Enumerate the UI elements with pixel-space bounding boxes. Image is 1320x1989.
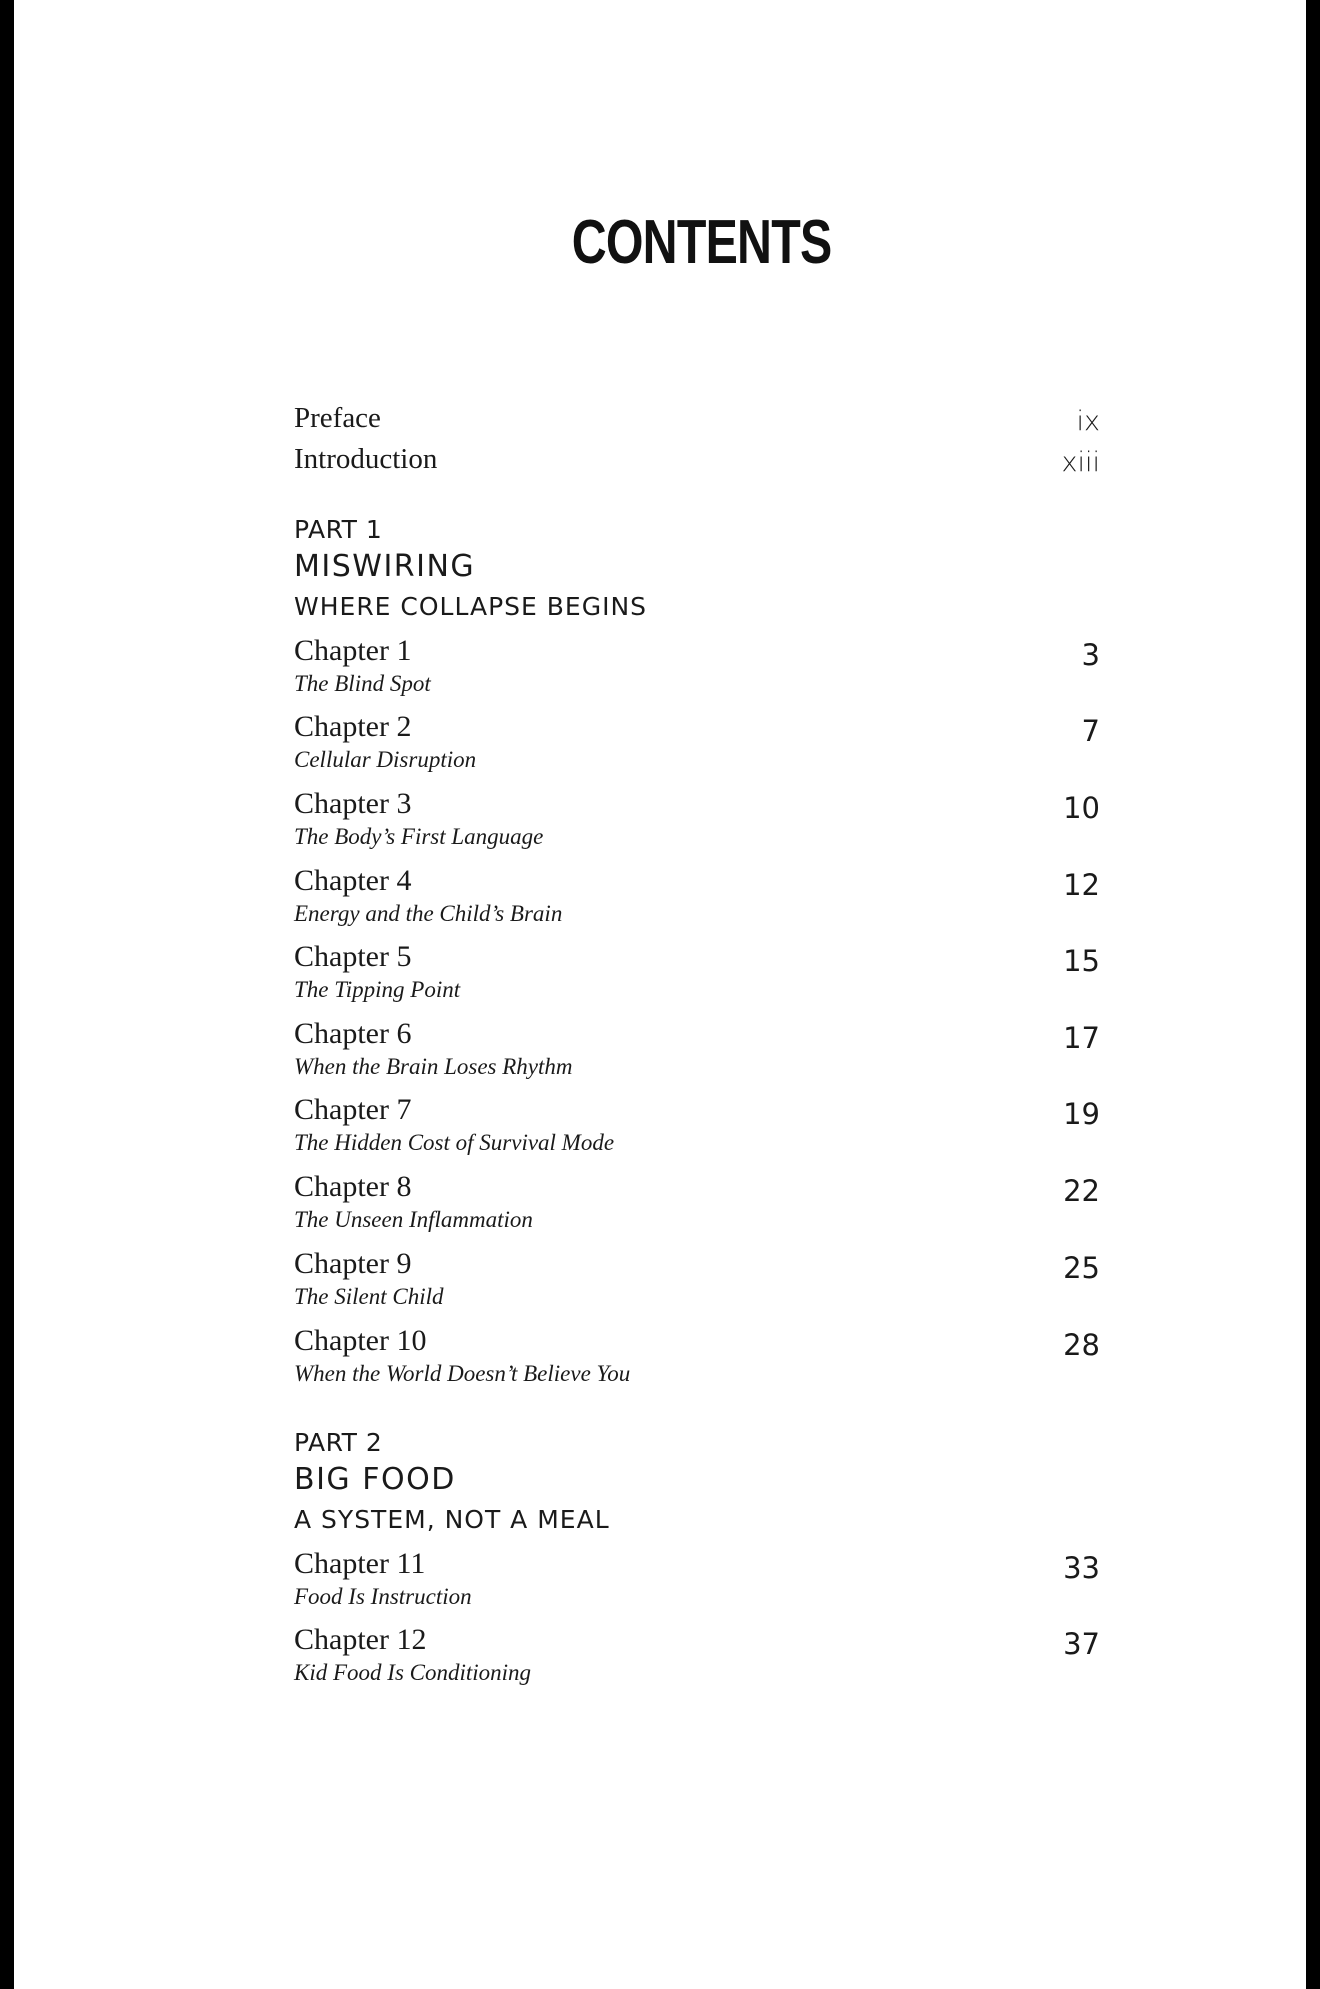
- chapter-title: The Body’s First Language: [294, 824, 544, 849]
- entry-page-number: xiii: [1061, 447, 1100, 478]
- part-2-subtitle: A SYSTEM, NOT A MEAL: [294, 1505, 610, 1534]
- chapter-title: The Unseen Inflammation: [294, 1207, 533, 1232]
- chapter-page-number: 22: [1063, 1174, 1100, 1208]
- toc-entry-chapter-6[interactable]: [294, 1017, 1100, 1087]
- chapter-title: The Blind Spot: [294, 671, 431, 696]
- chapter-label: Chapter 8: [294, 1170, 412, 1203]
- page-title: CONTENTS: [571, 208, 832, 277]
- part-1-subtitle: WHERE COLLAPSE BEGINS: [294, 592, 648, 621]
- toc-entry-chapter-3[interactable]: [294, 787, 1100, 857]
- chapter-page-number: 33: [1063, 1551, 1100, 1585]
- toc-entry-chapter-8[interactable]: [294, 1170, 1100, 1240]
- chapter-page-number: 37: [1063, 1627, 1100, 1661]
- toc-entry-preface[interactable]: [294, 401, 1100, 441]
- part-1-number: PART 1: [294, 515, 383, 544]
- chapter-label: Chapter 2: [294, 710, 412, 743]
- chapter-title: The Silent Child: [294, 1284, 444, 1309]
- chapter-label: Chapter 1: [294, 634, 412, 667]
- toc-entry-chapter-2[interactable]: [294, 710, 1100, 780]
- entry-label: Introduction: [294, 443, 438, 475]
- toc-entry-chapter-9[interactable]: [294, 1247, 1100, 1317]
- chapter-title: The Tipping Point: [294, 977, 461, 1002]
- chapter-title: Energy and the Child’s Brain: [294, 901, 563, 926]
- chapter-label: Chapter 4: [294, 864, 412, 897]
- chapter-title: When the Brain Loses Rhythm: [294, 1054, 573, 1079]
- chapter-label: Chapter 9: [294, 1247, 412, 1280]
- toc-entry-chapter-5[interactable]: [294, 940, 1100, 1010]
- toc-entry-chapter-1[interactable]: [294, 634, 1100, 704]
- part-2-name: BIG FOOD: [294, 1462, 456, 1497]
- chapter-page-number: 28: [1063, 1328, 1100, 1362]
- part-1-name: MISWIRING: [294, 549, 476, 584]
- chapter-title: The Hidden Cost of Survival Mode: [294, 1130, 615, 1155]
- chapter-title: Cellular Disruption: [294, 747, 477, 772]
- book-page: [14, 0, 1306, 1989]
- toc-entry-chapter-4[interactable]: [294, 864, 1100, 934]
- toc-entry-chapter-7[interactable]: [294, 1093, 1100, 1163]
- chapter-page-number: 19: [1063, 1097, 1100, 1131]
- chapter-label: Chapter 12: [294, 1623, 427, 1656]
- chapter-label: Chapter 7: [294, 1093, 412, 1126]
- toc-entry-chapter-12[interactable]: [294, 1623, 1100, 1693]
- chapter-label: Chapter 5: [294, 940, 412, 973]
- chapter-title: Kid Food Is Conditioning: [294, 1660, 532, 1685]
- chapter-page-number: 7: [1081, 714, 1100, 748]
- chapter-page-number: 12: [1063, 868, 1100, 902]
- part-2-number: PART 2: [294, 1428, 383, 1457]
- chapter-page-number: 15: [1063, 944, 1100, 978]
- chapter-page-number: 3: [1081, 638, 1100, 672]
- toc-entry-chapter-10[interactable]: [294, 1324, 1100, 1394]
- chapter-label: Chapter 6: [294, 1017, 412, 1050]
- chapter-page-number: 10: [1063, 791, 1100, 825]
- chapter-title: Food Is Instruction: [294, 1584, 472, 1609]
- chapter-label: Chapter 10: [294, 1324, 427, 1357]
- chapter-title: When the World Doesn’t Believe You: [294, 1361, 631, 1386]
- toc-entry-chapter-11[interactable]: [294, 1547, 1100, 1617]
- chapter-label: Chapter 11: [294, 1547, 426, 1580]
- chapter-page-number: 17: [1063, 1021, 1100, 1055]
- entry-label: Preface: [294, 402, 381, 434]
- entry-page-number: ix: [1076, 406, 1100, 437]
- chapter-page-number: 25: [1063, 1251, 1100, 1285]
- toc-entry-introduction[interactable]: [294, 442, 1100, 482]
- chapter-label: Chapter 3: [294, 787, 412, 820]
